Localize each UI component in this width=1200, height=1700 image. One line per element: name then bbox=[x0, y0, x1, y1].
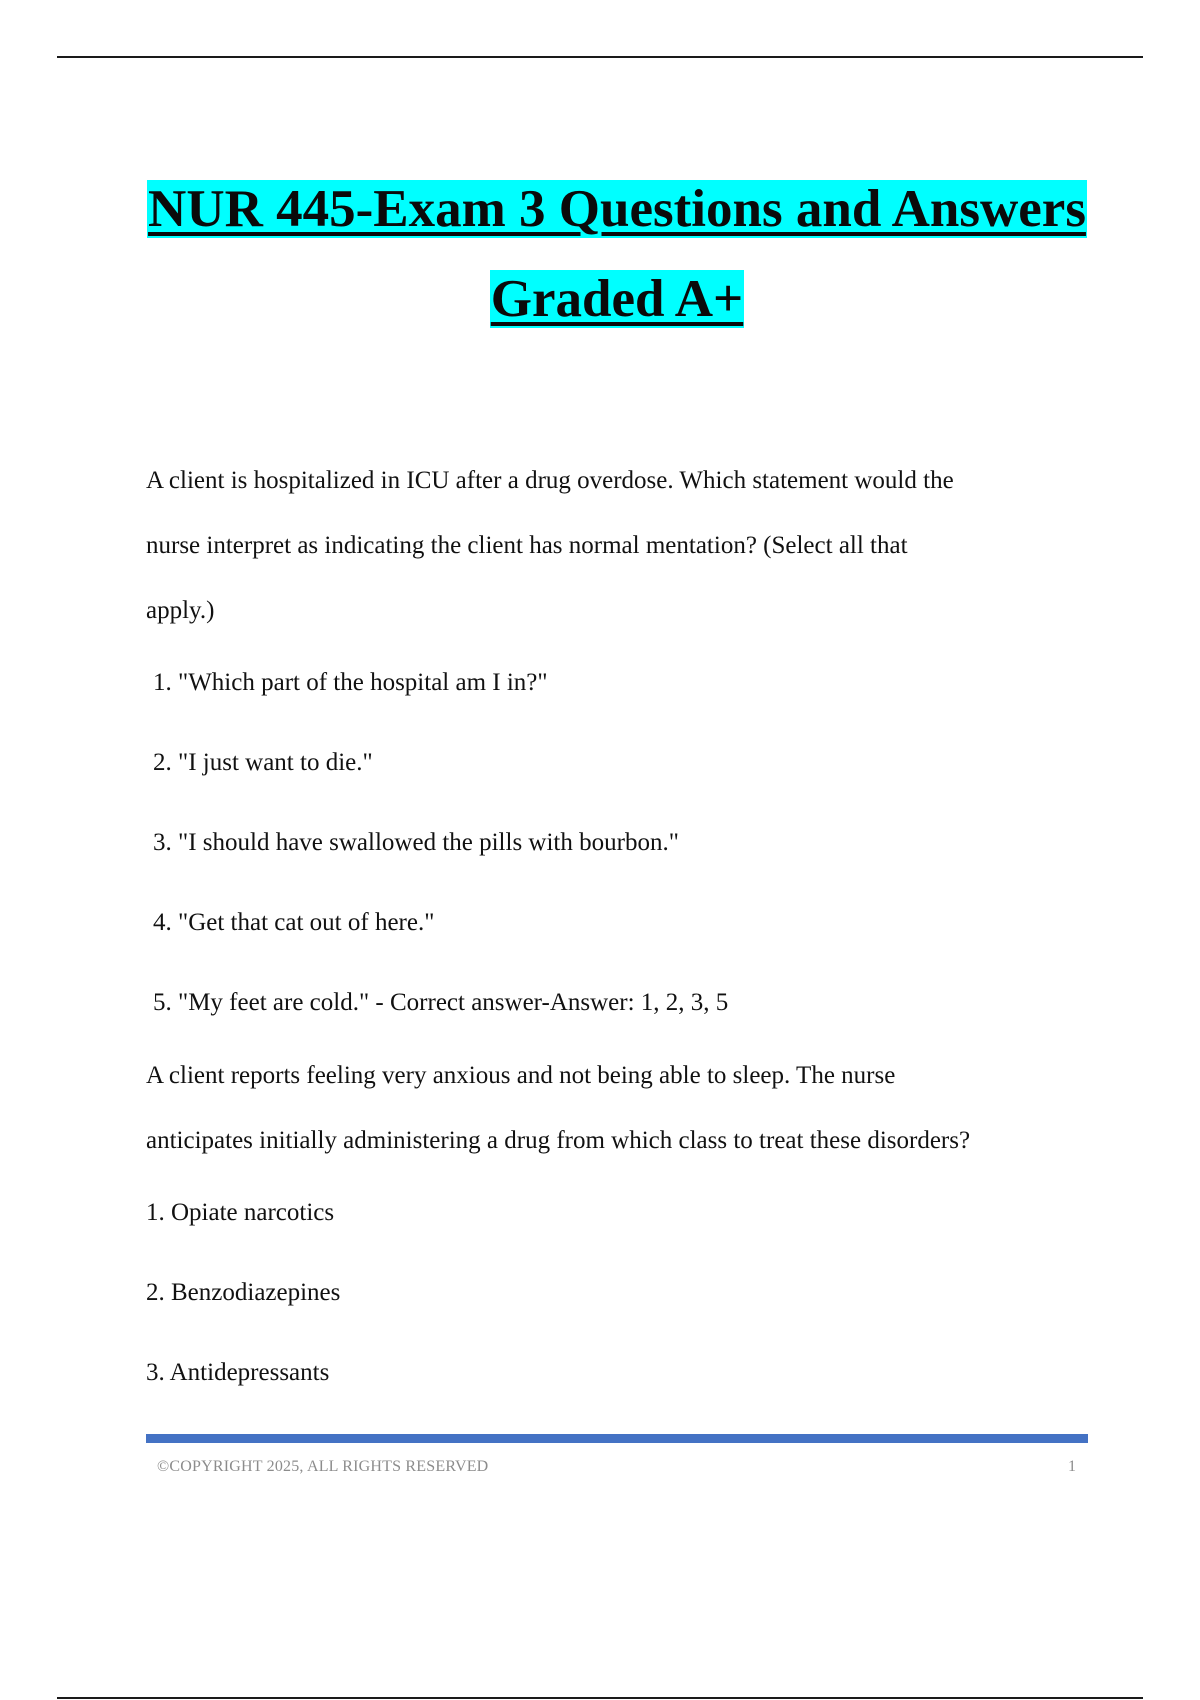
bottom-rule bbox=[57, 1697, 1143, 1699]
title-text-1: NUR 445-Exam 3 Questions and Answers bbox=[148, 180, 1086, 238]
question-1-option-5: 5. "My feet are cold." - Correct answer-Answer: 1, 2, 3, 5 bbox=[153, 989, 729, 1016]
footer-page-number: 1 bbox=[1068, 1458, 1076, 1475]
question-2-option-3: 3. Antidepressants bbox=[146, 1359, 330, 1386]
question-1 bbox=[146, 448, 1096, 1043]
question-2-stem-line-1: A client reports feeling very anxious and not being able to sleep. The nurse bbox=[146, 1062, 896, 1089]
footer-bar bbox=[146, 1434, 1088, 1443]
question-1-option-4: 4. "Get that cat out of here." bbox=[153, 909, 435, 936]
question-1-stem bbox=[146, 448, 1096, 643]
document-title bbox=[0, 178, 1200, 328]
question-1-stem-line-1: A client is hospitalized in ICU after a drug overdose. Which statement would the bbox=[146, 467, 954, 494]
document-body bbox=[146, 448, 1096, 1413]
question-2-options bbox=[146, 1173, 1096, 1413]
question-1-option-2: 2. "I just want to die." bbox=[153, 749, 373, 776]
footer-copyright: ©COPYRIGHT 2025, ALL RIGHTS RESERVED bbox=[157, 1458, 489, 1475]
title-line-2 bbox=[0, 268, 1200, 328]
question-2-option-1: 1. Opiate narcotics bbox=[146, 1199, 335, 1226]
question-2-stem-line-2: anticipates initially administering a drug from which class to treat these disorders? bbox=[146, 1127, 971, 1154]
title-line-1 bbox=[0, 178, 1200, 238]
top-rule bbox=[57, 56, 1143, 58]
question-1-option-3: 3. "I should have swallowed the pills with bourbon." bbox=[153, 829, 679, 856]
title-text-2: Graded A+ bbox=[490, 270, 744, 328]
question-1-stem-line-3: apply.) bbox=[146, 597, 215, 624]
question-2-stem bbox=[146, 1043, 1096, 1173]
question-2-option-2: 2. Benzodiazepines bbox=[146, 1279, 341, 1306]
question-1-option-1: 1. "Which part of the hospital am I in?" bbox=[153, 669, 548, 696]
question-1-stem-line-2: nurse interpret as indicating the client has normal mentation? (Select all that bbox=[146, 532, 908, 559]
question-1-options bbox=[146, 643, 1096, 1043]
question-2 bbox=[146, 1043, 1096, 1413]
